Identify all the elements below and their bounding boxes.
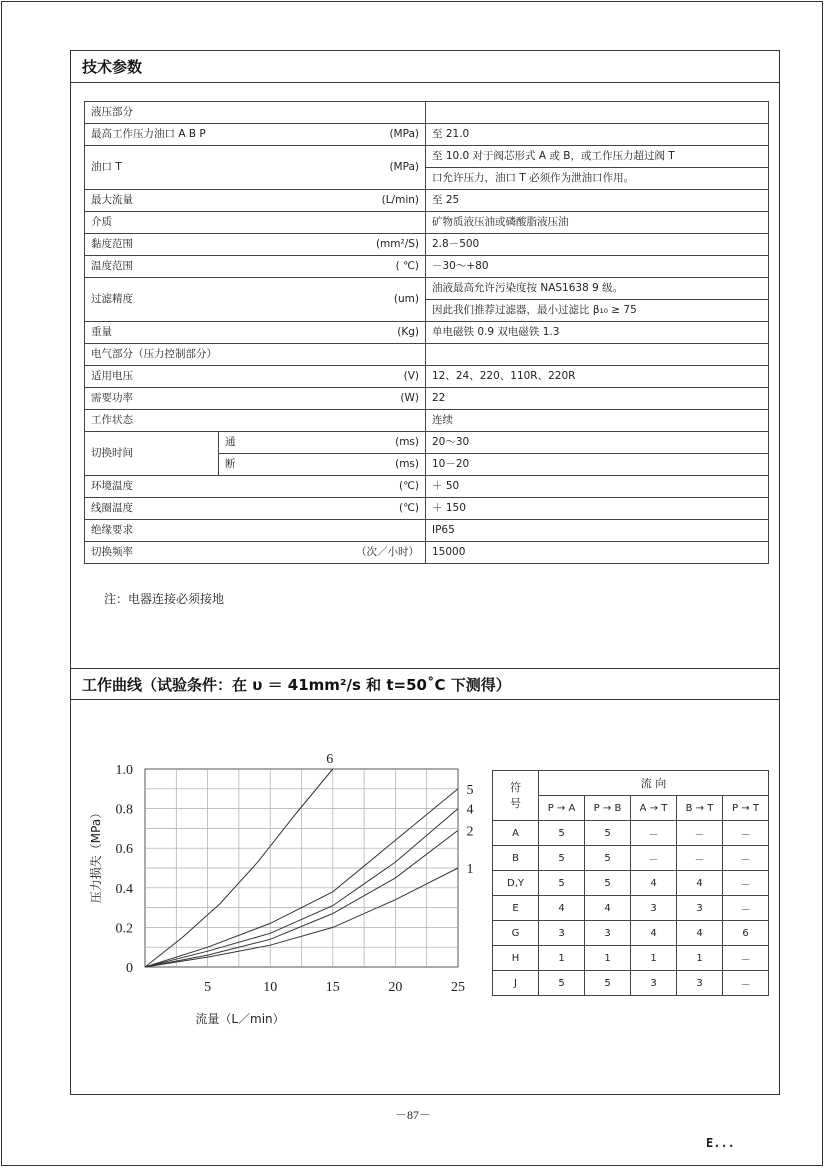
series-label: 2 <box>466 824 474 840</box>
spec-unit: (℃) <box>399 502 419 514</box>
spec-row <box>85 432 769 454</box>
spec-row <box>85 322 769 344</box>
spec-label: 油口 T <box>91 161 122 173</box>
spec-row <box>85 278 769 300</box>
spec-row <box>85 190 769 212</box>
flow-symbol: D,Y <box>493 871 539 896</box>
spec-unit: (℃) <box>399 480 419 492</box>
spec-label: 最高工作压力油口 A B P <box>91 128 206 140</box>
flow-direction-table <box>492 770 769 996</box>
spec-row <box>85 542 769 564</box>
flow-value: 5 <box>585 971 631 996</box>
switch-off-unit: (ms) <box>395 458 419 470</box>
flow-row <box>493 921 769 946</box>
spec-label: 过滤精度 <box>91 293 133 305</box>
spec-label-cell <box>85 124 426 146</box>
flow-column-header: B → T <box>677 796 723 821</box>
flow-value: 4 <box>539 896 585 921</box>
spec-value: －30～+80 <box>426 256 769 278</box>
flow-row <box>493 846 769 871</box>
spec-value: 22 <box>426 388 769 410</box>
flow-value: － <box>723 821 769 846</box>
flow-value: 3 <box>631 971 677 996</box>
flow-value: － <box>723 846 769 871</box>
flow-symbol: A <box>493 821 539 846</box>
spec-label-cell <box>85 498 426 520</box>
flow-value: 5 <box>539 846 585 871</box>
flow-column-header: P → T <box>723 796 769 821</box>
spec-label: 黏度范围 <box>91 238 133 250</box>
switch-on-value: 20～30 <box>426 432 769 454</box>
switch-on-unit: (ms) <box>395 436 419 448</box>
flow-value: 4 <box>585 896 631 921</box>
flow-value: － <box>677 821 723 846</box>
switch-on-label: 通 <box>225 436 236 448</box>
spec-unit: (mm²/S) <box>375 238 419 250</box>
flow-column-header: A → T <box>631 796 677 821</box>
spec-row <box>85 212 769 234</box>
x-tick-label: 20 <box>388 980 403 995</box>
spec-value: 至 25 <box>426 190 769 212</box>
spec-label-cell <box>85 146 426 190</box>
spec-table <box>84 101 769 564</box>
y-tick-label: 0 <box>126 961 133 976</box>
flow-value: 4 <box>631 871 677 896</box>
spec-row <box>85 498 769 520</box>
flow-value: 5 <box>585 871 631 896</box>
spec-label-cell <box>85 278 426 322</box>
series-label: 5 <box>466 782 474 798</box>
flow-symbol: G <box>493 921 539 946</box>
flow-value: 3 <box>585 921 631 946</box>
spec-unit: (Kg) <box>397 326 419 338</box>
spec-row <box>85 234 769 256</box>
flow-header-direction: 流 向 <box>539 771 769 796</box>
spec-row <box>85 366 769 388</box>
spec-label-cell <box>85 234 426 256</box>
spec-value: 矿物质液压油或磷酸脂液压油 <box>426 212 769 234</box>
spec-value <box>426 102 769 124</box>
spec-value: 单电磁铁 0.9 双电磁铁 1.3 <box>426 322 769 344</box>
spec-unit: (MPa) <box>389 128 419 140</box>
logo-text: E... <box>706 1136 735 1150</box>
spec-row <box>85 344 769 366</box>
page-number: －87－ <box>394 1108 431 1122</box>
spec-label: 环境温度 <box>91 480 133 492</box>
spec-unit: （次／小时） <box>356 546 419 558</box>
flow-symbol: E <box>493 896 539 921</box>
flow-value: 5 <box>539 821 585 846</box>
spec-label: 温度范围 <box>91 260 133 272</box>
flow-value: 5 <box>539 871 585 896</box>
spec-label: 最大流量 <box>91 194 133 206</box>
spec-label: 绝缘要求 <box>91 524 133 536</box>
flow-value: 5 <box>539 971 585 996</box>
flow-value: － <box>723 971 769 996</box>
flow-value: 3 <box>539 921 585 946</box>
spec-value: 至 10.0 对于阀芯形式 A 或 B，或工作压力超过阀 T <box>426 146 769 168</box>
spec-row <box>85 388 769 410</box>
flow-column-header: P → A <box>539 796 585 821</box>
flow-value: 1 <box>539 946 585 971</box>
flow-value: － <box>631 821 677 846</box>
spec-unit: (um) <box>393 293 419 305</box>
flow-symbol: B <box>493 846 539 871</box>
spec-label: 介质 <box>91 216 112 228</box>
spec-label-cell <box>85 476 426 498</box>
series-label: 4 <box>466 802 474 818</box>
x-tick-label: 10 <box>263 980 278 995</box>
flow-row <box>493 971 769 996</box>
spec-label: 工作状态 <box>91 414 133 426</box>
spec-unit: (MPa) <box>389 161 419 173</box>
flow-header-symbol: 符 号 <box>493 771 539 821</box>
grounding-note: 注：电器连接必须接地 <box>104 592 225 606</box>
x-tick-label: 15 <box>325 980 340 995</box>
chart-series <box>145 752 474 967</box>
spec-value: 油液最高允许污染度按 NAS1638 9 级。 <box>426 278 769 300</box>
section-title-specs: 技术参数 <box>70 51 780 83</box>
flow-value: 1 <box>677 946 723 971</box>
spec-value-2: 口允许压力，油口 T 必须作为泄油口作用。 <box>426 168 769 190</box>
y-tick-label: 0.8 <box>115 802 133 818</box>
flow-value: 1 <box>631 946 677 971</box>
spec-value-2: 因此我们推荐过滤器，最小过滤比 β₁₀ ≥ 75 <box>426 300 769 322</box>
spec-unit: (W) <box>400 392 419 404</box>
flow-symbol: H <box>493 946 539 971</box>
spec-value: 2.8－500 <box>426 234 769 256</box>
spec-label-cell <box>85 190 426 212</box>
x-tick-label: 5 <box>204 980 212 995</box>
flow-value: 4 <box>631 921 677 946</box>
flow-column-header: P → B <box>585 796 631 821</box>
spec-label: 电气部分（压力控制部分） <box>91 348 217 360</box>
spec-value: 连续 <box>426 410 769 432</box>
flow-row <box>493 871 769 896</box>
spec-label: 适用电压 <box>91 370 133 382</box>
series-label: 6 <box>326 752 334 767</box>
spec-label-cell <box>85 520 426 542</box>
spec-label-cell <box>85 322 426 344</box>
y-tick-label: 1.0 <box>115 763 133 778</box>
flow-row <box>493 896 769 921</box>
flow-value: 4 <box>677 871 723 896</box>
spec-row <box>85 410 769 432</box>
flow-value: － <box>723 871 769 896</box>
x-axis-label: 流量（L／min） <box>195 1012 285 1026</box>
spec-label: 切换频率 <box>91 546 133 558</box>
switch-on-cell <box>219 432 426 454</box>
x-tick-label: 25 <box>451 980 465 995</box>
spec-row <box>85 520 769 542</box>
flow-value: － <box>631 846 677 871</box>
section-title-curves: 工作曲线（试验条件：在 υ ＝ 41mm²/s 和 t=50˚C 下测得） <box>70 668 780 700</box>
flow-row <box>493 821 769 846</box>
spec-label-cell <box>85 344 426 366</box>
series-label: 1 <box>466 862 474 877</box>
y-tick-label: 0.6 <box>115 842 133 858</box>
flow-value: 1 <box>585 946 631 971</box>
spec-label: 需要功率 <box>91 392 133 404</box>
spec-label: 线圈温度 <box>91 502 133 514</box>
flow-value: － <box>677 846 723 871</box>
spec-value <box>426 344 769 366</box>
spec-label-cell <box>85 102 426 124</box>
spec-unit: (V) <box>403 370 419 382</box>
spec-label: 切换时间 <box>85 432 219 476</box>
flow-value: － <box>723 946 769 971</box>
spec-label-cell <box>85 256 426 278</box>
spec-row <box>85 102 769 124</box>
spec-value: 15000 <box>426 542 769 564</box>
spec-value: ＋ 50 <box>426 476 769 498</box>
flow-value: 5 <box>585 846 631 871</box>
flow-value: 6 <box>723 921 769 946</box>
spec-row <box>85 476 769 498</box>
flow-symbol: J <box>493 971 539 996</box>
flow-value: － <box>723 896 769 921</box>
spec-value: 至 21.0 <box>426 124 769 146</box>
switch-off-cell <box>219 454 426 476</box>
flow-value: 4 <box>677 921 723 946</box>
y-tick-label: 0.4 <box>115 881 133 897</box>
spec-label-cell <box>85 212 426 234</box>
spec-label-cell <box>85 542 426 564</box>
spec-label-cell <box>85 388 426 410</box>
spec-row <box>85 256 769 278</box>
spec-label: 重量 <box>91 326 112 338</box>
pressure-loss-chart <box>70 745 480 1035</box>
switch-off-label: 断 <box>225 458 236 470</box>
chart-grid <box>145 769 458 967</box>
spec-unit: (L/min) <box>381 194 419 206</box>
flow-value: 3 <box>677 971 723 996</box>
spec-label-cell <box>85 366 426 388</box>
switch-off-value: 10－20 <box>426 454 769 476</box>
flow-value: 3 <box>631 896 677 921</box>
spec-row <box>85 124 769 146</box>
spec-label-cell <box>85 410 426 432</box>
spec-value: ＋ 150 <box>426 498 769 520</box>
spec-label: 液压部分 <box>91 106 133 118</box>
spec-row <box>85 146 769 168</box>
y-axis-label: 压力损失（MPa） <box>89 806 103 904</box>
y-tick-label: 0.2 <box>115 921 133 937</box>
flow-value: 3 <box>677 896 723 921</box>
spec-unit: ( ℃) <box>395 260 419 272</box>
flow-value: 5 <box>585 821 631 846</box>
spec-value: IP65 <box>426 520 769 542</box>
flow-row <box>493 946 769 971</box>
spec-value: 12、24、220、110R、220R <box>426 366 769 388</box>
